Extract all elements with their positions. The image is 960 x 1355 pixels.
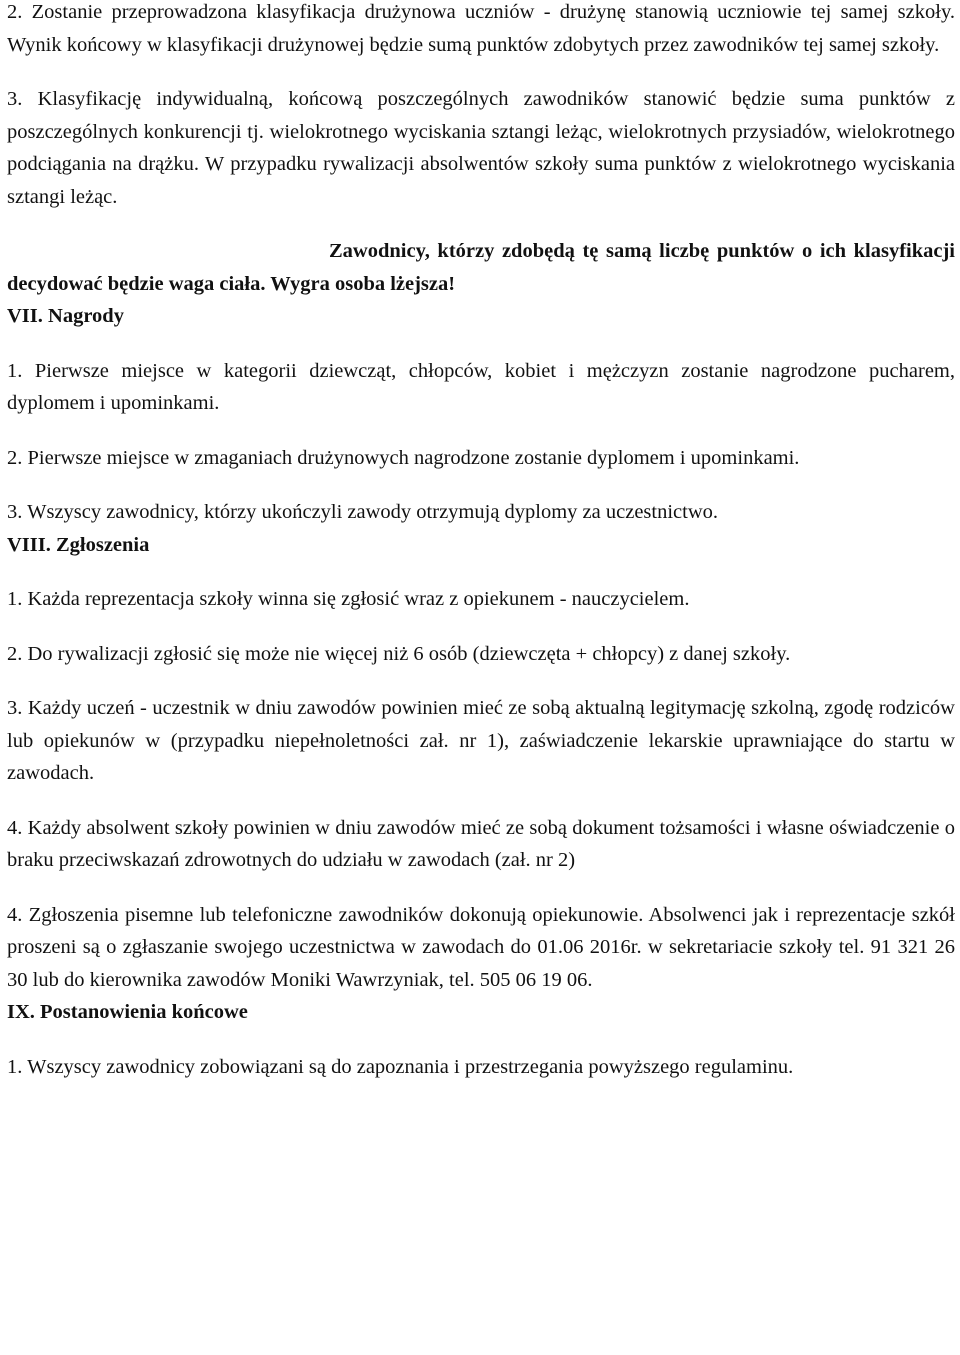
paragraph-team-classification: 2. Zostanie przeprowadzona klasyfikacja drużynowa uczniów - drużynę stanowią uczniowie tej samej szkoły. Wynik końcowy w klasyfikacji drużynowej będzie sumą punktów zdobytych przez zawodników tej samej szkoły.: [7, 1, 955, 56]
awards-item-2: 2. Pierwsze miejsce w zmaganiach drużynowych nagrodzone zostanie dyplomem i upominkami.: [7, 446, 800, 469]
registration-item-3: 3. Każdy uczeń - uczestnik w dniu zawodów powinien mieć ze sobą aktualną legitymację szkolną, zgodę rodziców lub opiekunów w (przypadku niepełnoletności zał. nr 1), zaświadczenie lekarskie uprawniające do startu w zawodach.: [7, 697, 955, 784]
paragraph-tiebreak: Zawodnicy, którzy zdobędą tę samą liczbę punktów o ich klasyfikacji decydować będzie waga ciała. Wygra osoba lżejsza!: [7, 240, 955, 295]
awards-item-1: 1. Pierwsze miejsce w kategorii dziewcząt, chłopców, kobiet i mężczyzn zostanie nagrodzone pucharem, dyplomem i upominkami.: [7, 359, 955, 414]
paragraph-individual-classification: 3. Klasyfikację indywidualną, końcową poszczególnych zawodników stanowić będzie suma punktów z poszczególnych konkurencji tj. wielokrotnego wyciskania sztangi leżąc, wielokrotnych przysiadów, wielokrotnego podciągania na drążku. W przypadku rywalizacji absolwentów szkoły suma punktów z wielokrotnego wyciskania sztangi leżąc.: [7, 88, 955, 208]
registration-item-4b: 4. Zgłoszenia pisemne lub telefoniczne zawodników dokonują opiekunowie. Absolwenci jak i reprezentacje szkół proszeni są o zgłaszanie swojego uczestnictwa w zawodach do 01.06 2016r. w sekretariacie szkoły tel. 91 321 26 30 lub do kierownika zawodów Moniki Wawrzyniak, tel. 505 06 19 06.: [7, 903, 955, 991]
heading-viii-registration: VIII. Zgłoszenia: [7, 533, 150, 556]
heading-ix-final-provisions: IX. Postanowienia końcowe: [7, 1001, 248, 1023]
registration-item-4a: 4. Każdy absolwent szkoły powinien w dniu zawodów mieć ze sobą dokument tożsamości i własne oświadczenie o braku przeciwskazań zdrowotnych do udziału w zawodach (zał. nr 2): [7, 816, 955, 871]
final-provisions-item-1: 1. Wszyscy zawodnicy zobowiązani są do zapoznania i przestrzegania powyższego regulaminu.: [7, 1055, 794, 1078]
document-page: [7, 0, 955, 1083]
registration-item-2: 2. Do rywalizacji zgłosić się może nie więcej niż 6 osób (dziewczęta + chłopcy) z danej szkoły.: [7, 642, 791, 665]
awards-item-3: 3. Wszyscy zawodnicy, którzy ukończyli zawody otrzymują dyplomy za uczestnictwo.: [7, 501, 719, 523]
heading-vii-awards: VII. Nagrody: [7, 305, 124, 327]
registration-item-1: 1. Każda reprezentacja szkoły winna się zgłosić wraz z opiekunem - nauczycielem.: [7, 588, 690, 610]
